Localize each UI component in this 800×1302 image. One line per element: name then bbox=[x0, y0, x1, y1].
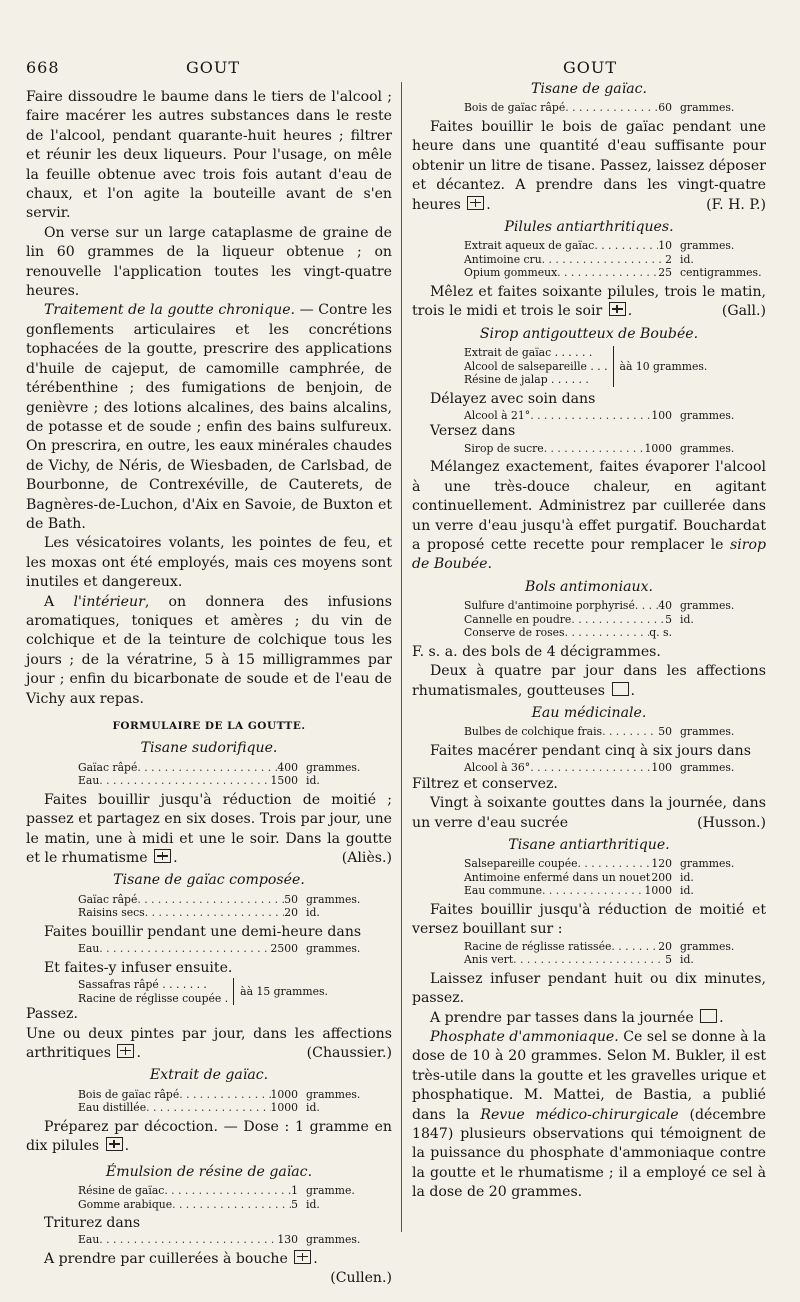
dot-leader bbox=[635, 599, 658, 613]
recipe-list bbox=[26, 761, 392, 788]
ingredient-name: Résine de jalap . . . . . . bbox=[464, 373, 589, 387]
paragraph: Préparez par décoction. — Dose : 1 gramme en dix pilules . bbox=[26, 1118, 392, 1155]
group-quantity: àà 10 grammes. bbox=[619, 359, 708, 373]
ingredient-unit: id. bbox=[306, 906, 320, 920]
left-column bbox=[26, 88, 392, 1289]
ingredient-quantity: 1 bbox=[291, 1184, 298, 1197]
ingredient-quantity: 50 bbox=[658, 725, 672, 739]
ingredient-unit bbox=[672, 626, 766, 640]
ingredient-quantity: 100 bbox=[651, 761, 672, 775]
dot-leader bbox=[571, 613, 665, 627]
recipe-list bbox=[412, 725, 766, 739]
ingredient-row bbox=[412, 613, 766, 627]
ingredient-unit: grammes. bbox=[680, 239, 735, 253]
ingredient-name: Sirop de sucre bbox=[464, 441, 544, 455]
ingredient-unit: id. bbox=[680, 953, 694, 967]
ingredient-group bbox=[412, 346, 766, 387]
running-title-right: GOUT bbox=[563, 58, 618, 77]
ingredient-quantity: 400 bbox=[277, 760, 298, 774]
dot-leader bbox=[542, 884, 644, 898]
recipe-list bbox=[26, 1184, 392, 1211]
recipe-title: Extrait de gaïac. bbox=[149, 1067, 269, 1084]
paragraph: Faites macérer pendant cinq à six jours dans bbox=[430, 742, 751, 759]
ingredient-row bbox=[412, 266, 766, 280]
paragraph: F. s. a. des bols de 4 décigrammes. bbox=[412, 643, 661, 660]
paragraph: A prendre par tasses dans la journée . bbox=[430, 1009, 724, 1026]
ingredient-name: Antimoine cru bbox=[464, 252, 542, 266]
ingredient-name: Racine de réglisse coupée . bbox=[78, 991, 229, 1005]
plus-box-icon bbox=[467, 196, 484, 210]
ingredient-row bbox=[412, 239, 766, 253]
paragraph: Faites bouillir jusqu'à réduction de moitié ; passez et partagez en six doses. Trois par jour, une le matin, une à midi et une le soir. Dans la goutte et le rhumatisme . (Aliès.) bbox=[26, 791, 392, 867]
empty-box-icon bbox=[700, 1009, 717, 1023]
recipe-list bbox=[412, 239, 766, 280]
ingredient-unit: id. bbox=[680, 252, 694, 266]
ingredient-name: Racine de réglisse ratissée bbox=[464, 939, 612, 953]
paragraph: Deux à quatre par jour dans les affections rhumatismales, goutteuses . bbox=[412, 663, 766, 699]
paragraph: Traitement de la goutte chronique. — Contre les gonflements articulaires et les concrétions tophacées de la goutte, prescrire des applications d'huile de cajeput, de camomille camphrée, de térébenthine ; des fumigations de benjoin, de genièvre ; des lotions alcalines, des bains alcalins, de potasse et de soude ; enfin des bains sulfureux. On prescrira, en outre, les eaux minérales chaudes de Vichy, de Néris, de Wiesbaden, de Carlsbad, de Bourbonne, de Contrexéville, de Cauterets, de Bagnères-de-Luchon, d'Aix en Savoie, de Buxton et de Bath. bbox=[26, 302, 392, 532]
ingredient-row bbox=[412, 725, 766, 739]
dot-leader bbox=[99, 774, 270, 788]
ingredient-name: Gaïac râpé bbox=[78, 892, 138, 906]
recipe-list bbox=[412, 101, 766, 115]
dot-leader bbox=[179, 1088, 270, 1102]
ingredient-name: Bois de gaïac râpé bbox=[464, 101, 566, 115]
paragraph: On verse sur un large cataplasme de graine de lin 60 grammes de la liqueur obtenue ; on renouvelle l'application toutes les vingt-quatre heures. bbox=[26, 224, 392, 300]
ingredient-row bbox=[412, 409, 766, 423]
ingredient-unit: grammes. bbox=[680, 599, 735, 613]
ingredient-quantity: 1000 bbox=[644, 441, 672, 455]
ingredient-quantity: 2 bbox=[665, 252, 672, 266]
paragraph: Délayez avec soin dans bbox=[430, 390, 596, 407]
dot-leader bbox=[145, 906, 285, 920]
section-heading: Traitement de la goutte chronique. bbox=[44, 302, 296, 319]
recipe-title: Tisane antiarthritique. bbox=[508, 836, 670, 853]
ingredient-row bbox=[26, 761, 392, 775]
ingredient-unit: id. bbox=[306, 1197, 320, 1211]
group-quantity: àà 15 grammes. bbox=[240, 984, 328, 998]
paragraph: A l'intérieur, on donnera des infusions aromatiques, toniques et amères ; du vin de colchique et de la teinture de colchique tous les jours ; de la vératrine, 5 à 15 milligrammes par jour ; enfin du bicarbonate de soude et de l'eau de Vichy aux repas. bbox=[26, 593, 392, 707]
ingredient-name: Alcool à 36° bbox=[464, 761, 531, 775]
recipe-title: Sirop antigoutteux de Boubée. bbox=[479, 325, 699, 342]
ingredient-name: Eau bbox=[78, 774, 100, 788]
ingredient-unit: grammes. bbox=[306, 892, 361, 906]
dot-leader bbox=[542, 253, 665, 267]
ingredient-name: Opium gommeux bbox=[464, 266, 558, 280]
ingredient-row bbox=[412, 442, 766, 456]
ingredient-name: Conserve de roses bbox=[464, 626, 565, 640]
ingredient-unit: grammes. bbox=[680, 939, 735, 953]
dot-leader bbox=[137, 761, 277, 775]
running-title-left: GOUT bbox=[186, 58, 241, 77]
plus-box-icon bbox=[609, 302, 626, 316]
recipe-list bbox=[412, 940, 766, 967]
recipe-list bbox=[26, 1088, 392, 1115]
ingredient-unit: gramme. bbox=[306, 1184, 355, 1197]
ingredient-name: Eau bbox=[78, 1233, 100, 1247]
ingredient-quantity: q. s. bbox=[649, 626, 672, 640]
ingredient-unit: grammes. bbox=[680, 101, 735, 115]
recipe-list bbox=[412, 409, 766, 423]
ingredient-name: Raisins secs bbox=[78, 906, 145, 920]
dot-leader bbox=[530, 761, 651, 775]
plus-box-icon bbox=[154, 849, 171, 863]
paragraph: Phosphate d'ammoniaque. Ce sel se donne à la dose de 10 à 20 grammes. Selon M. Bukler, il est très-utile dans la goutte et les gravelles urique et phosphatique. M. Mattei, de Bastia, a publié dans la Revue médico-chirurgicale (décembre 1847) plusieurs observations qui témoignent de la puissance du phosphate d'ammoniaque contre la goutte et le rhumatisme ; il a employé ce sel à la dose de 20 grammes. bbox=[412, 1028, 767, 1201]
plus-box-icon bbox=[294, 1250, 311, 1264]
ingredient-name: Eau distillée bbox=[78, 1101, 147, 1115]
dot-leader bbox=[513, 953, 665, 967]
ingredient-row bbox=[412, 953, 766, 967]
recipe-title: Bols antimoniaux. bbox=[524, 578, 654, 595]
recipe-title: Tisane de gaïac. bbox=[531, 81, 647, 97]
ingredient-name: Extrait de gaïac . . . . . . bbox=[464, 346, 593, 360]
ingredient-name: Extrait aqueux de gaïac bbox=[464, 239, 595, 253]
ingredient-row bbox=[26, 906, 392, 920]
column-divider bbox=[401, 82, 402, 1232]
ingredient-name: Bois de gaïac râpé bbox=[78, 1087, 180, 1101]
ingredient-quantity: 130 bbox=[277, 1233, 298, 1247]
ingredient-quantity: 1000 bbox=[270, 1101, 298, 1115]
ingredient-row bbox=[26, 1184, 392, 1198]
dot-leader bbox=[594, 239, 658, 253]
dot-leader bbox=[530, 409, 651, 423]
ingredient-row bbox=[412, 253, 766, 267]
plus-box-icon bbox=[106, 1137, 123, 1151]
ingredient-unit: id. bbox=[680, 884, 694, 898]
empty-box-icon bbox=[612, 682, 629, 696]
ingredient-unit: id. bbox=[306, 1101, 320, 1115]
recipe-list bbox=[412, 442, 766, 456]
ingredient-quantity: 5 bbox=[665, 953, 672, 967]
ingredient-quantity: 5 bbox=[291, 1197, 298, 1211]
ingredient-unit: grammes. bbox=[680, 441, 735, 455]
paragraph: Et faites-y infuser ensuite. bbox=[44, 959, 233, 976]
ingredient-quantity: 200 bbox=[651, 870, 672, 884]
ingredient-name: Résine de gaïac bbox=[78, 1184, 165, 1197]
dot-leader bbox=[544, 442, 645, 456]
ingredient-quantity: 20 bbox=[658, 939, 672, 953]
ingredient-name: Gaïac râpé bbox=[78, 760, 138, 774]
dot-leader bbox=[164, 1184, 291, 1198]
ingredient-unit: grammes. bbox=[306, 942, 361, 956]
ingredient-unit: grammes. bbox=[680, 761, 735, 775]
ingredient-unit: id. bbox=[680, 612, 694, 626]
ingredient-row bbox=[412, 884, 766, 898]
ingredient-row bbox=[26, 893, 392, 907]
ingredient-name: Alcool à 21° bbox=[464, 408, 531, 422]
dot-leader bbox=[557, 266, 658, 280]
paragraph: Une ou deux pintes par jour, dans les affections arthritiques . (Chaussier.) bbox=[26, 1025, 392, 1061]
ingredient-quantity: 40 bbox=[658, 599, 672, 613]
recipe-title: Tisane sudorifique. bbox=[140, 740, 278, 757]
ingredient-name: Antimoine enfermé dans un nouet bbox=[464, 870, 651, 884]
page-number: 668 bbox=[26, 58, 60, 77]
ingredient-quantity: 100 bbox=[651, 408, 672, 422]
ingredient-row bbox=[26, 774, 392, 788]
ingredient-row bbox=[412, 761, 766, 775]
paragraph: Mêlez et faites soixante pilules, trois le matin, trois le midi et trois le soir . (Gall.) bbox=[412, 283, 766, 320]
ingredient-name: Salsepareille coupée bbox=[464, 857, 578, 871]
dot-leader bbox=[578, 857, 652, 871]
recipe-list bbox=[412, 761, 766, 775]
ingredient-unit: id. bbox=[680, 870, 694, 884]
ingredient-name: Sassafras râpé . . . . . . . bbox=[78, 978, 207, 992]
ingredient-row bbox=[26, 1233, 392, 1247]
dot-leader bbox=[602, 725, 658, 739]
recipe-list bbox=[26, 893, 392, 920]
ingredient-unit: grammes. bbox=[680, 857, 735, 871]
ingredient-quantity: 1000 bbox=[644, 884, 672, 898]
dot-leader bbox=[172, 1198, 291, 1212]
ingredient-quantity: 60 bbox=[658, 101, 672, 115]
group-items bbox=[78, 978, 234, 1005]
ingredient-row bbox=[26, 1101, 392, 1115]
ingredient-row bbox=[412, 101, 766, 115]
ingredient-name: Sulfure d'antimoine porphyrisé bbox=[464, 599, 635, 613]
paragraph: Filtrez et conservez. bbox=[412, 775, 558, 792]
ingredient-row bbox=[26, 942, 392, 956]
recipe-title: Tisane de gaïac composée. bbox=[113, 872, 305, 889]
ingredient-row bbox=[26, 1088, 392, 1102]
ingredient-unit: grammes. bbox=[680, 408, 735, 422]
ingredient-quantity: 1500 bbox=[270, 774, 298, 788]
recipe-title: Pilules antiarthritiques. bbox=[504, 218, 674, 235]
paragraph: Mélangez exactement, faites évaporer l'alcool à une très-douce chaleur, en agitant continuellement. Administrez par cuillerée dans un verre d'eau jusqu'à effet purgatif. Bouchardat a proposé cette recette pour remplacer le sirop de Boubée. bbox=[412, 459, 766, 573]
recipe-list bbox=[26, 1233, 392, 1247]
ingredient-quantity: 120 bbox=[651, 857, 672, 871]
ingredient-quantity: 20 bbox=[284, 906, 298, 920]
ingredient-name: Eau bbox=[78, 942, 100, 956]
recipe-list bbox=[412, 857, 766, 898]
paragraph: Faire dissoudre le baume dans le tiers de l'alcool ; faire macérer les autres substances dans le reste de l'alcool, pendant quarante-huit heures ; filtrer et réunir les deux liqueurs. Pour l'usage, on mêle la feuille obtenue avec trois fois autant d'eau de chaux, et l'on agite la bouteille avant de s'en servir. bbox=[26, 89, 392, 222]
paragraph: Versez dans bbox=[430, 423, 516, 440]
paragraph: Passez. bbox=[26, 1006, 78, 1023]
ingredient-unit: centigrammes. bbox=[680, 266, 762, 280]
ingredient-quantity: 1000 bbox=[270, 1087, 298, 1101]
ingredient-row bbox=[412, 599, 766, 613]
paragraph: Laissez infuser pendant huit ou dix minutes, passez. bbox=[412, 970, 766, 1007]
ingredient-name: Cannelle en poudre bbox=[464, 612, 572, 626]
recipe-list bbox=[26, 942, 392, 956]
ingredient-name: Anis vert bbox=[464, 953, 514, 967]
ingredient-name: Eau commune bbox=[464, 884, 543, 898]
dot-leader bbox=[611, 940, 658, 954]
paragraph: Faites bouillir jusqu'à réduction de moitié et versez bouillant sur : bbox=[412, 901, 766, 938]
ingredient-group bbox=[26, 978, 392, 1005]
ingredient-name: Gomme arabique bbox=[78, 1197, 173, 1211]
ingredient-unit: grammes. bbox=[680, 725, 735, 739]
ingredient-unit: grammes. bbox=[306, 1087, 361, 1101]
group-items bbox=[464, 346, 614, 387]
dot-leader bbox=[99, 1233, 277, 1247]
ingredient-row bbox=[412, 626, 766, 640]
dot-leader bbox=[99, 942, 270, 956]
recipe-title: Eau médicinale. bbox=[531, 704, 647, 721]
ingredient-quantity: 10 bbox=[658, 239, 672, 253]
dot-leader bbox=[137, 893, 284, 907]
recipe-title: Émulsion de résine de gaïac. bbox=[105, 1163, 313, 1180]
ingredient-unit: id. bbox=[306, 774, 320, 788]
formulary-heading: FORMULAIRE DE LA GOUTTE. bbox=[112, 720, 306, 732]
ingredient-quantity: 2500 bbox=[270, 942, 298, 956]
paragraph: Les vésicatoires volants, les pointes de feu, et les moxas ont été employés, mais ces moyens sont inutiles et dangereux. bbox=[26, 535, 392, 591]
ingredient-name: Bulbes de colchique frais bbox=[464, 725, 603, 739]
paragraph: Vingt à soixante gouttes dans la journée, dans un verre d'eau sucrée (Husson.) bbox=[412, 795, 766, 831]
paragraph: Faites bouillir le bois de gaïac pendant une heure dans une quantité d'eau suffisante pour obtenir un litre de tisane. Passez, laissez déposer et décantez. A prendre dans les vingt-quatre heures . (F. H. P.) bbox=[412, 118, 766, 213]
plus-box-icon bbox=[117, 1044, 134, 1058]
ingredient-unit: grammes. bbox=[306, 1233, 361, 1247]
ingredient-unit: grammes. bbox=[306, 760, 361, 774]
ingredient-quantity: 50 bbox=[284, 892, 298, 906]
ingredient-quantity: 25 bbox=[658, 266, 672, 280]
right-column bbox=[412, 80, 766, 1203]
recipe-list bbox=[412, 599, 766, 640]
ingredient-row bbox=[412, 940, 766, 954]
ingredient-quantity: 5 bbox=[665, 612, 672, 626]
paragraph: Faites bouillir pendant une demi-heure dans bbox=[44, 923, 362, 940]
paragraph: Triturez dans bbox=[44, 1215, 141, 1231]
ingredient-row bbox=[26, 1198, 392, 1212]
dot-leader bbox=[565, 101, 658, 115]
ingredient-name: Alcool de salsepareille . . . bbox=[464, 359, 608, 373]
ingredient-row bbox=[412, 871, 766, 885]
dot-leader bbox=[565, 626, 650, 640]
dot-leader bbox=[146, 1101, 270, 1115]
ingredient-row bbox=[412, 857, 766, 871]
paragraph: A prendre par cuillerées à bouche . (Cullen.) bbox=[44, 1250, 392, 1287]
